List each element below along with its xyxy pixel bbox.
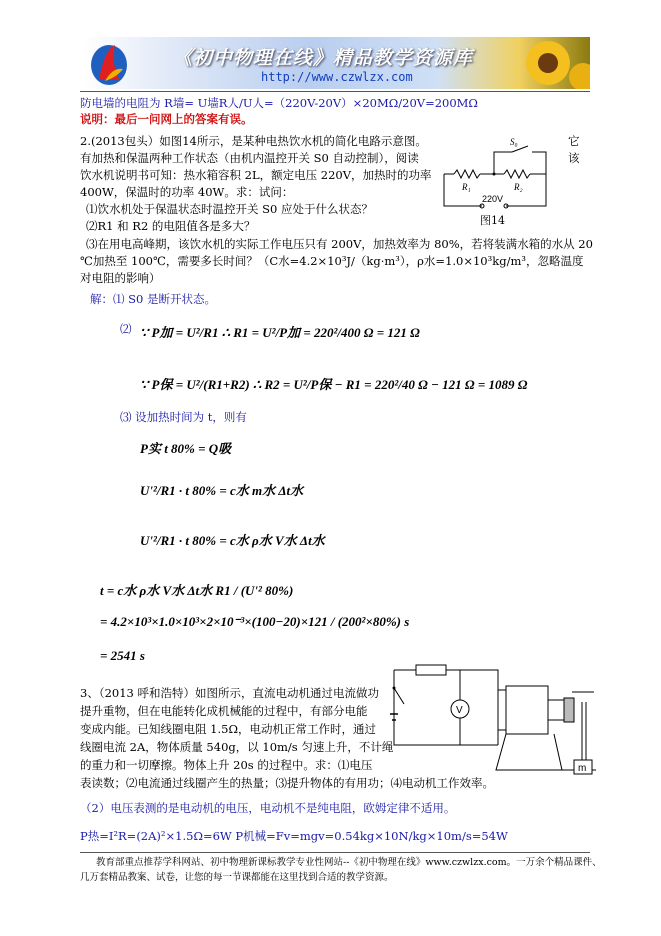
equation-time-result: = 2541 s xyxy=(100,648,145,663)
fig14-label-r2: R₂ xyxy=(514,182,523,192)
mass-label: m xyxy=(578,763,587,774)
q3-line-4: 线圈电流 2A，物体质量 540g，以 10m/s 匀速上升，不计绳 xyxy=(80,740,394,754)
header-rule xyxy=(80,91,590,92)
q2-line-9: 对电阻的影响） xyxy=(80,271,161,285)
q2-line-4: 400W，保温时的功率 40W。求：试问： xyxy=(80,185,294,199)
fig14-label-r1: R₁ xyxy=(462,182,471,192)
equation-time-values: = 4.2×10³×1.0×10³×2×10⁻³×(100−20)×121 / (200²×80%) s xyxy=(100,614,410,629)
solution-part-3-label: ⑶ 设加热时间为 t，则有 xyxy=(120,410,247,424)
fig14-caption: 图14 xyxy=(480,214,505,227)
equation-power-heat: P实 t 80% = Q吸 xyxy=(140,441,232,456)
note-line: 说明：最后一问网上的答案有误。 xyxy=(80,112,253,126)
equation-heat-mass: U'²/R1 · t 80% = c水 m水 Δt水 xyxy=(140,483,304,498)
q3-power-line: P热=I²R=(2A)²×1.5Ω=6W P机械=Fv=mgv=0.54kg×10N/kg×10m/s=54W xyxy=(80,829,508,843)
banner-url[interactable]: http://www.czwlzx.com xyxy=(261,70,413,84)
q2-line-7: ⑶在用电高峰期，该饮水机的实际工作电压只有 200V，加热效率为 80%，若将装满水箱的水从 20 xyxy=(86,237,593,251)
footer-rule xyxy=(80,852,590,853)
footer-line-1: 教育部重点推荐学科网站、初中物理新课标教学专业性网站--《初中物理在线》www.czwlzx.com。一万余个精品课件、 xyxy=(96,857,602,868)
q3-answer-2: （2）电压表测的是电动机的电压，电动机不是纯电阻，欧姆定律不适用。 xyxy=(80,801,456,815)
q3-line-5: 的重力和一切摩擦。物体上升 20s 的过程中。求：⑴电压 xyxy=(80,758,373,772)
q2-line-1: 2.(2013包头）如图14所示，是某种电热饮水机的简化电路示意图。 xyxy=(80,134,427,148)
q2-line-6: ⑵R1 和 R2 的电阻值各是多大？ xyxy=(86,219,256,233)
equation-r2: ∵ P保 = U²/(R1+R2) ∴ R2 = U²/P保 − R1 = 220²/40 Ω − 121 Ω = 1089 Ω xyxy=(140,377,528,392)
q2-line-8: ℃加热至 100℃，需要多长时间？（C水=4.2×10³J/（kg·m³），ρ水=1.0×10³kg/m³，忽略温度 xyxy=(80,254,584,268)
logo-icon xyxy=(85,39,133,87)
footer-line-2: 几万套精品教案、试卷，让您的每一节课都能在这里找到合适的教学资源。 xyxy=(80,872,394,883)
solution-part-2-label: ⑵ xyxy=(120,322,132,336)
q2-line-5: ⑴饮水机处于保温状态时温控开关 S0 应处于什么状态？ xyxy=(86,202,374,216)
wall-resistance-line: 防电墙的电阻为 R墙= U墙R人/U人=（220V-20V）×20MΩ/20V=200MΩ xyxy=(80,96,478,110)
equation-heat-volume: U'²/R1 · t 80% = c水 ρ水 V水 Δt水 xyxy=(140,533,325,548)
q2-line-2: 有加热和保温两种工作状态（由机内温控开关 S0 自动控制），阅读 xyxy=(80,151,419,165)
q2-line-1-end: 它 xyxy=(568,134,580,148)
equation-time: t = c水 ρ水 V水 Δt水 R1 / (U'² 80%) xyxy=(100,583,294,598)
q3-line-2: 提升重物，但在电能转化成机械能的过程中，有部分电能 xyxy=(80,704,368,718)
voltmeter-label: V xyxy=(456,705,463,716)
banner-title: 《初中物理在线》精品教学资源库 xyxy=(173,47,474,69)
solution-part-1: 解：⑴ S0 是断开状态。 xyxy=(90,292,217,306)
fig14-label-s0: S₀ xyxy=(510,137,518,147)
q2-line-3: 饮水机说明书可知：热水箱容积 2L，额定电压 220V，加热时的功率 xyxy=(80,168,432,182)
motor-circuit-figure xyxy=(386,660,596,778)
q3-line-3: 变成内能。已知线圈电阻 1.5Ω，电动机正常工作时，通过 xyxy=(80,722,376,736)
q3-line-6: 表读数；⑵电流通过线圈产生的热量；⑶提升物体的有用功；⑷电动机工作效率。 xyxy=(80,776,494,790)
equation-r1: ∵ P加 = U²/R1 ∴ R1 = U²/P加 = 220²/400 Ω = 121 Ω xyxy=(140,325,420,340)
q2-line-2-end: 该 xyxy=(568,151,580,165)
header-banner xyxy=(83,37,590,89)
fig14-label-voltage: 220V xyxy=(482,194,504,204)
q3-line-1: 3、（2013 呼和浩特）如图所示，直流电动机通过电流做功 xyxy=(80,686,379,700)
sunflower-icon xyxy=(503,37,590,89)
figure-14-circuit xyxy=(436,136,554,228)
